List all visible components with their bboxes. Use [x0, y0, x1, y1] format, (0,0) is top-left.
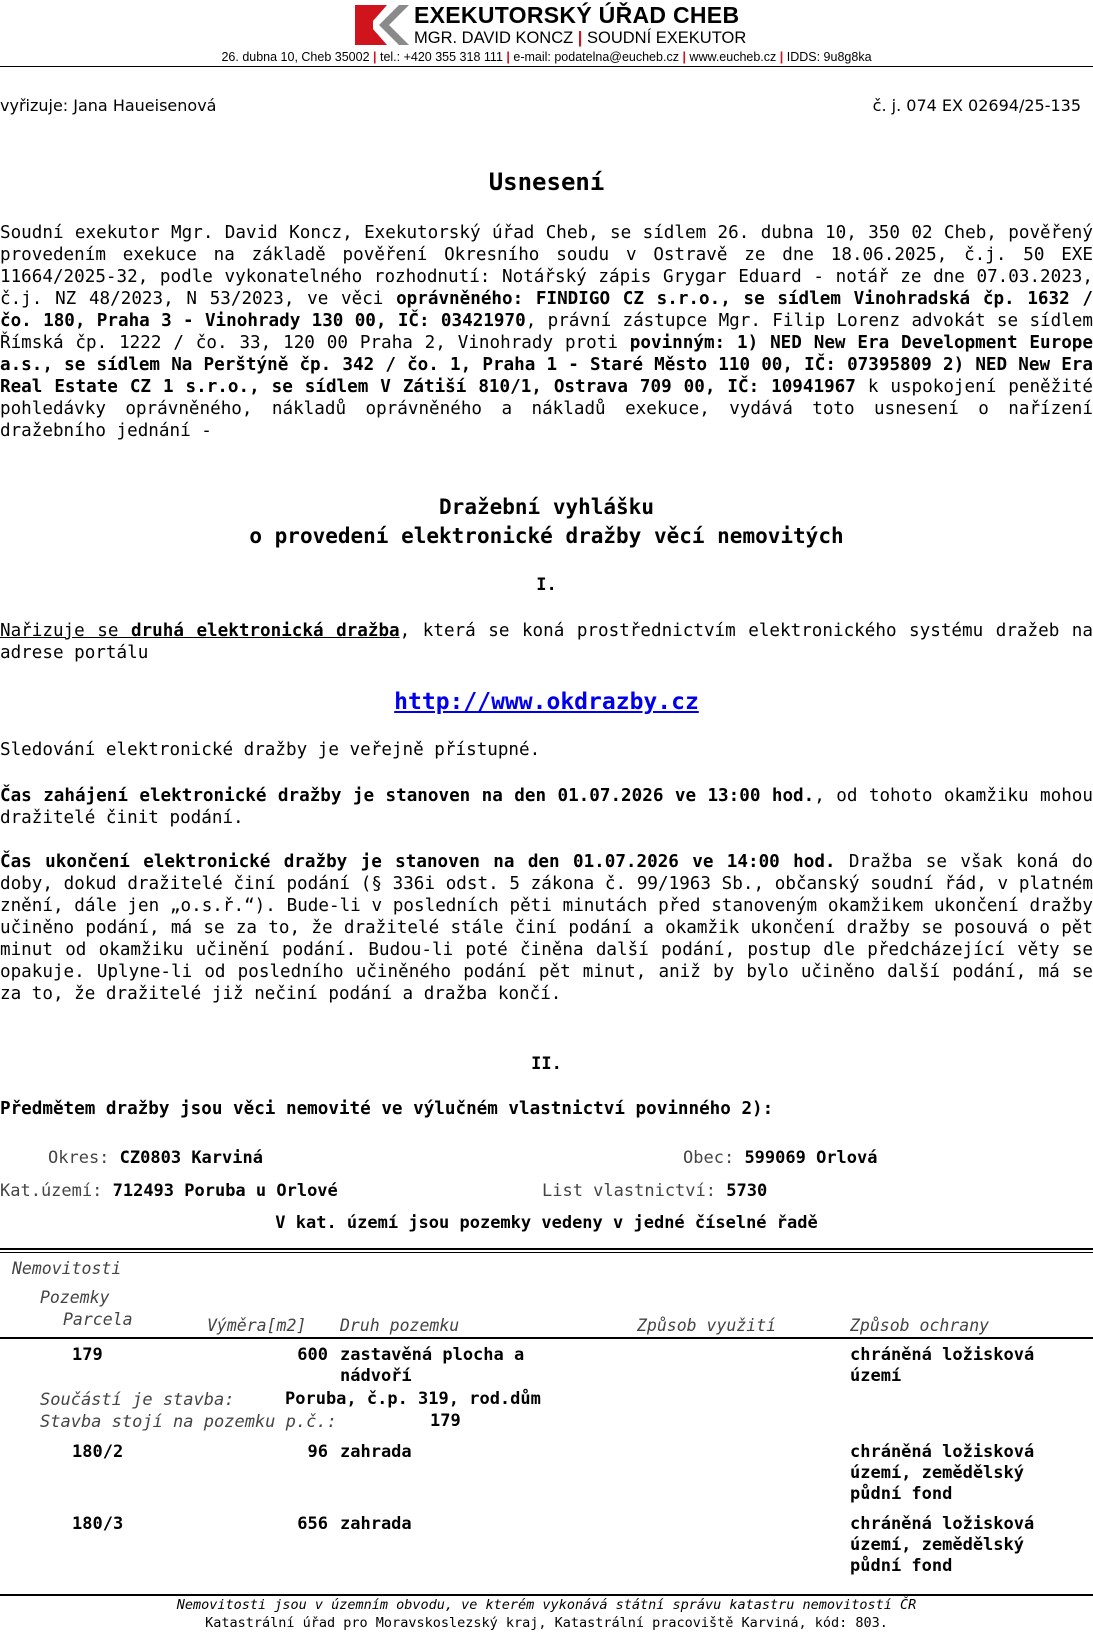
- separator: |: [577, 29, 583, 47]
- cadastre-footer-note: Nemovitosti jsou v územním obvodu, ve kterém vykonává státní správu katastru nemovitostí ČR: [176, 1597, 917, 1613]
- creditor: oprávněného: FINDIGO CZ s.r.o., se sídlem Vinohradská čp. 1632 / čo. 180, Praha 3 - Vinohrady 130 00, IČ: 03421970: [0, 289, 1093, 331]
- intro-paragraph: Soudní exekutor Mgr. David Koncz, Exekutorský úřad Cheb, se sídlem 26. dubna 10, 350 02 Cheb, pověřený provedením exekuce na základě pověření Okresního soudu v Ostravě ze dne 18.06.2025, č.j. 50 EXE 11664/2025-32, podle vykonatelného rozhodnutí: Notářský zápis Grygar Eduard - notář ze dne 07.03.2023, č.j. NZ 48/2023, N 53/2023, ve věci oprávněného: FINDIGO CZ s.r.o., se sídlem Vinohradská čp. 1632 / čo. 180, Praha 3 - Vinohrady 130 00, IČ: 03421970, právní zástupce Mgr. Filip Lorenz advokát se sídlem Římská čp. 1222 / čo. 33, 120 00 Praha 2, Vinohrady proti povinným: 1) NED New Era Development Europe a.s., se sídlem Na Perštýně čp. 342 / čo. 1, Praha 1 - Staré Město 110 00, IČ: 07395809 2) NED New Era Real Estate CZ 1 s.r.o., se sídlem V Zátiší 810/1, Ostrava 709 00, IČ: 10941967 k uspokojení peněžité pohledávky oprávněného, nákladů oprávněného a nákladů exekuce, vydává toto usnesení o nařízení dražebního jednání -: [0, 223, 1093, 441]
- municipality: Obec: 599069 Orlová: [683, 1148, 878, 1168]
- table-header-rule: [0, 1337, 1093, 1339]
- address: 26. dubna 10, Cheb 35002: [221, 50, 370, 64]
- idds: IDDS: 9u8g8ka: [786, 50, 872, 64]
- section-number-2: II.: [531, 1054, 562, 1074]
- column-land-type: Druh pozemku: [340, 1316, 460, 1335]
- letterhead: [0, 0, 1093, 70]
- debtors: povinným: 1) NED New Era Development Europe a.s., se sídlem Na Perštýně čp. 342 / čo. 1, Praha 1 - Staré Město 110 00, IČ: 07395809 2) NED New Era Real Estate CZ 1 s.r.o., se sídlem V Zátiší 810/1, Ostrava 709 00, IČ: 10941967: [0, 333, 1093, 397]
- executor-line: [414, 29, 746, 48]
- column-parcel: Parcela: [63, 1310, 133, 1329]
- row-1-protection: chráněná ložisková území: [850, 1345, 1035, 1386]
- column-usage: Způsob využití: [637, 1316, 777, 1335]
- executor-name: MGR. DAVID KONCZ: [414, 29, 574, 47]
- document-title: Usnesení: [488, 168, 605, 196]
- auction-subject: Předmětem dražby jsou věci nemovité ve výlučném vlastnictví povinného 2):: [0, 1099, 774, 1119]
- row-3-type: zahrada: [340, 1514, 412, 1534]
- table-top-rule: [0, 1248, 1093, 1250]
- website: www.eucheb.cz: [689, 50, 777, 64]
- office-name: EXEKUTORSKÝ ÚŘAD CHEB: [414, 2, 740, 28]
- office-logo-icon: [355, 5, 409, 45]
- row-3-protection: chráněná ložisková území, zemědělský půdní fond: [850, 1514, 1035, 1576]
- email: e-mail: podatelna@eucheb.cz: [513, 50, 679, 64]
- order-paragraph: Nařizuje se druhá elektronická dražba, která se koná prostřednictvím elektronického systému dražeb na adrese portálu: [0, 621, 1093, 663]
- start-paragraph: Čas zahájení elektronické dražby je stanoven na den 01.07.2026 ve 13:00 hod., od tohoto okamžiku mohou dražitelé činit podání.: [0, 786, 1093, 828]
- row-2-type: zahrada: [340, 1442, 412, 1462]
- stands-label: Stavba stojí na pozemku p.č.:: [40, 1412, 337, 1432]
- end-time: Čas ukončení elektronické dražby je stanoven na den 01.07.2026 ve 14:00 hod.: [0, 852, 836, 872]
- section-number-1: I.: [536, 575, 557, 595]
- cadastre-office-note: Katastrální úřad pro Moravskoslezský kraj, Katastrální pracoviště Karviná, kód: 803.: [205, 1615, 888, 1631]
- cadastral-area: Kat.území: 712493 Poruba u Orlové: [0, 1181, 338, 1201]
- executor-role: SOUDNÍ EXEKUTOR: [587, 29, 747, 47]
- building-value: Poruba, č.p. 319, rod.dům: [285, 1389, 541, 1409]
- column-protection: Způsob ochrany: [850, 1316, 990, 1335]
- case-number: č. j. 074 EX 02694/25-135: [872, 96, 1081, 115]
- end-paragraph: Čas ukončení elektronické dražby je stanoven na den 01.07.2026 ve 14:00 hod. Dražba se však koná do doby, dokud dražitelé činí podání (§ 336i odst. 5 zákona č. 99/1963 Sb., občanský soudní řád, v platném znění, dále jen „o.s.ř.“). Bude-li v posledních pěti minutách před stanoveným okamžikem ukončení dražby učiněno podání, má se za to, že dražitelé stále činí podání a okamžik ukončení dražby se posouvá o pět minut od okamžiku učinění podání. Budou-li poté činěna další podání, postup dle předcházející věty se opakuje. Uplyne-li od posledního učiněného podání pět minut, aniž by bylo učiněno další podání, má se za to, že dražitelé již nečiní podání a dražba končí.: [0, 852, 1093, 1004]
- row-2-protection: chráněná ložisková území, zemědělský půdní fond: [850, 1442, 1035, 1504]
- row-1-type: zastavěná plocha a nádvoří: [340, 1345, 525, 1386]
- contact-line: 26. dubna 10, Cheb 35002 | tel.: +420 355 318 111 | e-mail: podatelna@eucheb.cz | www.eucheb.cz | IDDS: 9u8g8ka: [221, 50, 872, 64]
- public-note: Sledování elektronické dražby je veřejně přístupné.: [0, 740, 541, 760]
- district: Okres: CZ0803 Karviná: [48, 1148, 263, 1168]
- stands-value: 179: [430, 1411, 461, 1431]
- table-bottom-rule: [0, 1594, 1093, 1596]
- header-divider: [0, 66, 1093, 67]
- table-subsection-label: Pozemky: [40, 1288, 110, 1307]
- row-2-area: 96: [307, 1442, 328, 1462]
- table-top-rule-2: [0, 1252, 1093, 1253]
- row-3-area: 656: [297, 1514, 328, 1534]
- column-area: Výměra[m2]: [207, 1316, 307, 1335]
- handled-by: vyřizuje: Jana Haueisenová: [0, 96, 217, 115]
- subtitle-auction-notice: Dražební vyhlášku: [439, 495, 654, 519]
- auction-type: druhá elektronická dražba: [130, 621, 400, 641]
- phone: tel.: +420 355 318 111: [379, 50, 503, 64]
- subtitle-auction-type: o provedení elektronické dražby věcí nemovitých: [249, 524, 844, 548]
- row-3-parcel: 180/3: [72, 1514, 124, 1534]
- start-time: Čas zahájení elektronické dražby je stanoven na den 01.07.2026 ve 13:00 hod.: [0, 786, 815, 806]
- table-section-label: Nemovitosti: [12, 1259, 122, 1278]
- building-label: Součástí je stavba:: [40, 1390, 235, 1410]
- series-note: V kat. území jsou pozemky vedeny v jedné číselné řadě: [275, 1213, 818, 1233]
- portal-link[interactable]: http://www.okdrazby.cz: [394, 689, 699, 715]
- row-1-area: 600: [297, 1345, 328, 1365]
- ownership-sheet: List vlastnictví: 5730: [542, 1181, 768, 1201]
- row-1-parcel: 179: [72, 1345, 103, 1365]
- row-2-parcel: 180/2: [72, 1442, 124, 1462]
